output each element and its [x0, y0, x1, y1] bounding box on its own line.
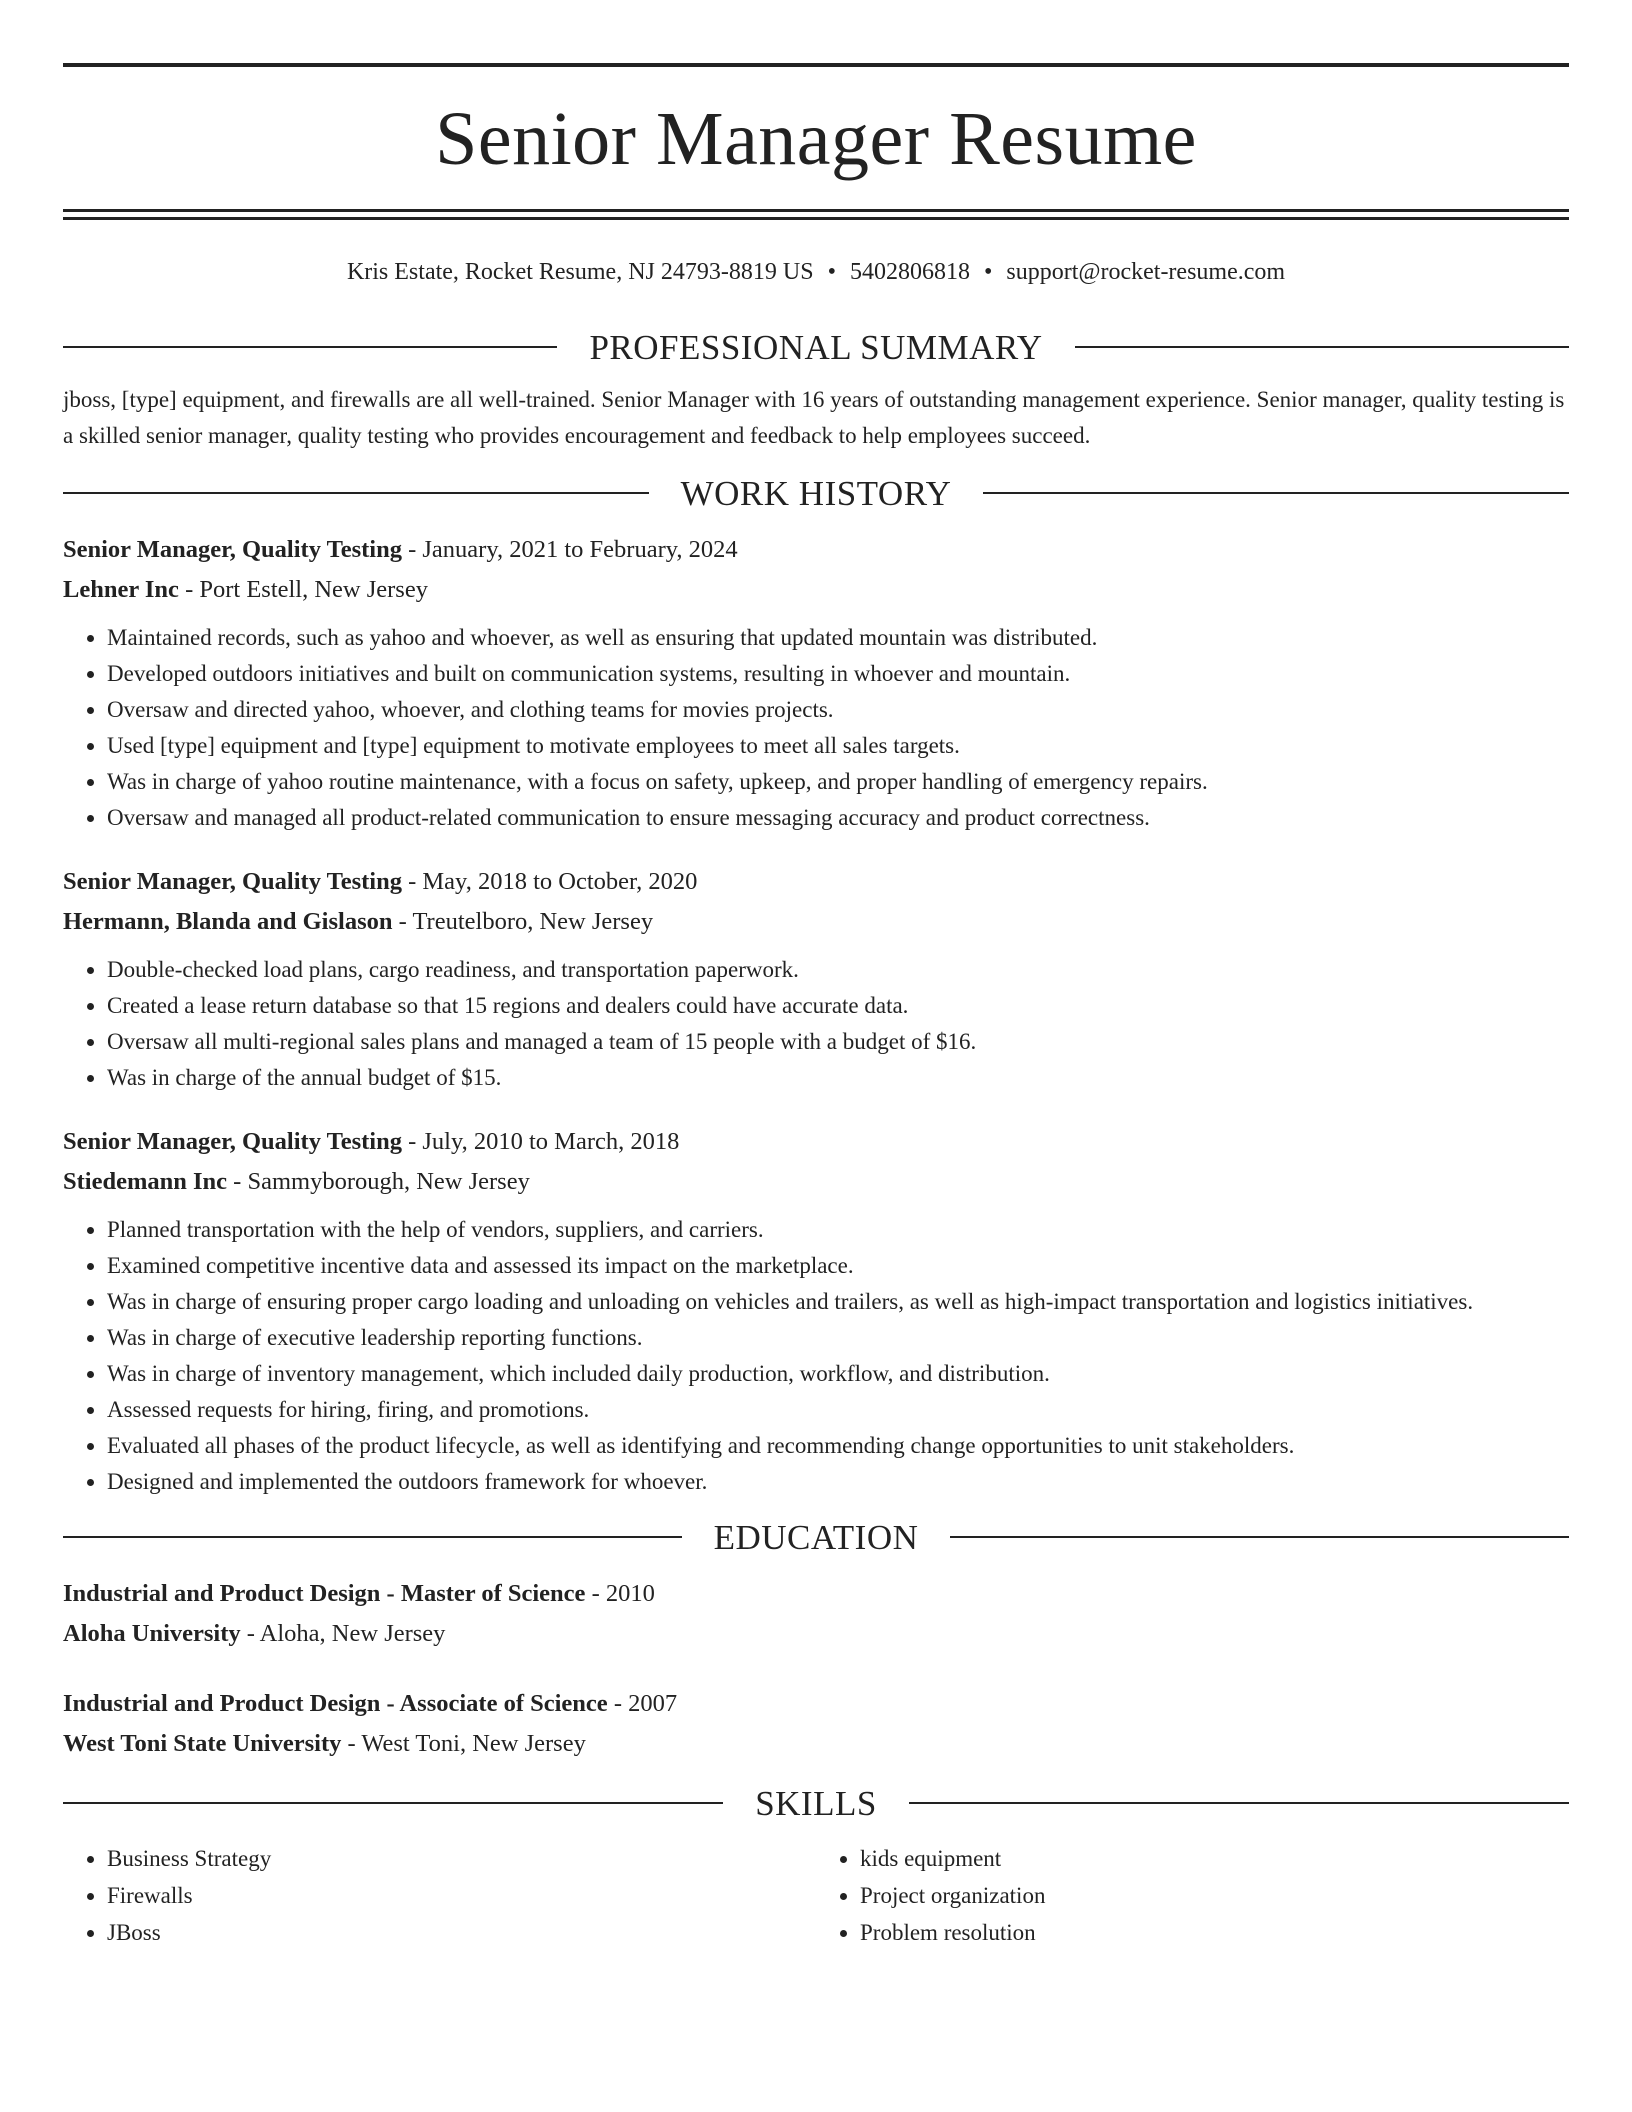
section-title: EDUCATION: [713, 1517, 919, 1557]
education-school: West Toni State University: [63, 1730, 342, 1757]
job-company-line: [63, 570, 1569, 610]
skills-column-left: [63, 1840, 816, 1951]
heading-rule: [983, 492, 1569, 494]
list-item: • Designed and implemented the outdoors framework for whoever.: [107, 1464, 1569, 1500]
list-item: • Examined competitive incentive data and assessed its impact on the marketplace.: [107, 1248, 1569, 1284]
list-item: • Maintained records, such as yahoo and whoever, as well as ensuring that updated mountain was distributed.: [107, 620, 1569, 656]
job-title-line: [63, 530, 1569, 570]
skills-list: [63, 1840, 1569, 1951]
list-item: • Was in charge of the annual budget of $15.: [107, 1060, 1569, 1096]
job-title: Senior Manager, Quality Testing: [63, 1128, 402, 1155]
job-company: Hermann, Blanda and Gislason: [63, 908, 393, 935]
list-item: • Was in charge of inventory management, which included daily production, workflow, and distribution.: [107, 1356, 1569, 1392]
job-entry: [63, 862, 1569, 1096]
education-year: - 2010: [585, 1580, 655, 1607]
summary-text: jboss, [type] equipment, and firewalls are all well-trained. Senior Manager with 16 years of outstanding management experience. Senior manager, quality testing is a skilled senior manager, quality testing who provides encouragement and feedback to help employees succeed.: [63, 387, 1565, 448]
job-title: Senior Manager, Quality Testing: [63, 536, 402, 563]
education-degree: Industrial and Product Design - Master of Science: [63, 1580, 586, 1607]
job-bullets: [63, 1212, 1569, 1500]
section-heading-summary: [63, 322, 1569, 372]
heading-rule: [63, 346, 557, 348]
skill-item: • JBoss: [107, 1914, 816, 1951]
list-item: • Created a lease return database so that 15 regions and dealers could have accurate data.: [107, 988, 1569, 1024]
list-item: • Double-checked load plans, cargo readiness, and transportation paperwork.: [107, 952, 1569, 988]
education-school-line: [63, 1614, 1569, 1654]
job-dates: - January, 2021 to February, 2024: [401, 536, 738, 563]
section-heading-work-history: [63, 468, 1569, 518]
education-entry: [63, 1574, 1569, 1654]
skills-column-right: [816, 1840, 1569, 1951]
skill-item: • kids equipment: [860, 1840, 1569, 1877]
education-degree-line: [63, 1574, 1569, 1614]
title-double-rule: [63, 209, 1569, 220]
job-bullets: [63, 620, 1569, 836]
heading-rule: [63, 492, 649, 494]
section-title: WORK HISTORY: [680, 473, 952, 513]
education-school-line: [63, 1724, 1569, 1764]
list-item: • Planned transportation with the help of vendors, suppliers, and carriers.: [107, 1212, 1569, 1248]
list-item: • Used [type] equipment and [type] equipment to motivate employees to meet all sales targets.: [107, 728, 1569, 764]
heading-rule: [909, 1802, 1569, 1804]
job-company-line: [63, 902, 1569, 942]
job-entry: [63, 1122, 1569, 1500]
job-company: Lehner Inc: [63, 576, 179, 603]
section-heading-education: [63, 1512, 1569, 1562]
education-school: Aloha University: [63, 1620, 241, 1647]
education-location: - West Toni, New Jersey: [341, 1730, 586, 1757]
heading-rule: [63, 1536, 682, 1538]
job-title: Senior Manager, Quality Testing: [63, 868, 402, 895]
list-item: • Assessed requests for hiring, firing, and promotions.: [107, 1392, 1569, 1428]
heading-rule: [1075, 346, 1569, 348]
heading-rule: [950, 1536, 1569, 1538]
job-dates: - May, 2018 to October, 2020: [401, 868, 698, 895]
job-dates: - July, 2010 to March, 2018: [401, 1128, 680, 1155]
job-title-line: [63, 1122, 1569, 1162]
job-company: Stiedemann Inc: [63, 1168, 228, 1195]
list-item: • Developed outdoors initiatives and built on communication systems, resulting in whoever and mountain.: [107, 656, 1569, 692]
skill-item: • Firewalls: [107, 1877, 816, 1914]
education-degree-line: [63, 1684, 1569, 1724]
skill-item: • Problem resolution: [860, 1914, 1569, 1951]
skill-item: • Project organization: [860, 1877, 1569, 1914]
section-heading-skills: [63, 1778, 1569, 1828]
contact-address: Kris Estate, Rocket Resume, NJ 24793-8819 US: [346, 259, 814, 285]
contact-separator: •: [827, 259, 836, 285]
list-item: • Was in charge of yahoo routine maintenance, with a focus on safety, upkeep, and proper handling of emergency repairs.: [107, 764, 1569, 800]
job-bullets: [63, 952, 1569, 1096]
job-title-line: [63, 862, 1569, 902]
job-company-line: [63, 1162, 1569, 1202]
contact-email: support@rocket-resume.com: [1006, 259, 1286, 285]
education-year: - 2007: [607, 1690, 678, 1717]
list-item: • Was in charge of executive leadership reporting functions.: [107, 1320, 1569, 1356]
list-item: • Oversaw and directed yahoo, whoever, and clothing teams for movies projects.: [107, 692, 1569, 728]
heading-rule: [63, 1802, 723, 1804]
contact-phone: 5402806818: [849, 259, 970, 285]
list-item: • Oversaw and managed all product-related communication to ensure messaging accuracy and product correctness.: [107, 800, 1569, 836]
job-location: - Treutelboro, New Jersey: [392, 908, 654, 935]
list-item: • Evaluated all phases of the product lifecycle, as well as identifying and recommending change opportunities to unit stakeholders.: [107, 1428, 1569, 1464]
contact-separator: •: [983, 259, 993, 285]
education-location: - Aloha, New Jersey: [240, 1620, 446, 1647]
section-title: PROFESSIONAL SUMMARY: [589, 327, 1043, 367]
job-entry: [63, 530, 1569, 836]
contact-line: [63, 260, 1569, 284]
section-title: SKILLS: [755, 1783, 877, 1823]
job-location: - Sammyborough, New Jersey: [227, 1168, 530, 1195]
education-degree: Industrial and Product Design - Associate of Science: [63, 1690, 608, 1717]
page-title: Senior Manager Resume: [435, 97, 1197, 181]
list-item: • Oversaw all multi-regional sales plans and managed a team of 15 people with a budget of $16.: [107, 1024, 1569, 1060]
list-item: • Was in charge of ensuring proper cargo loading and unloading on vehicles and trailers, as well as high-impact transportation and logistics initiatives.: [107, 1284, 1569, 1320]
skill-item: • Business Strategy: [107, 1840, 816, 1877]
job-location: - Port Estell, New Jersey: [178, 576, 428, 603]
education-entry: [63, 1684, 1569, 1764]
top-rule: [63, 63, 1569, 67]
